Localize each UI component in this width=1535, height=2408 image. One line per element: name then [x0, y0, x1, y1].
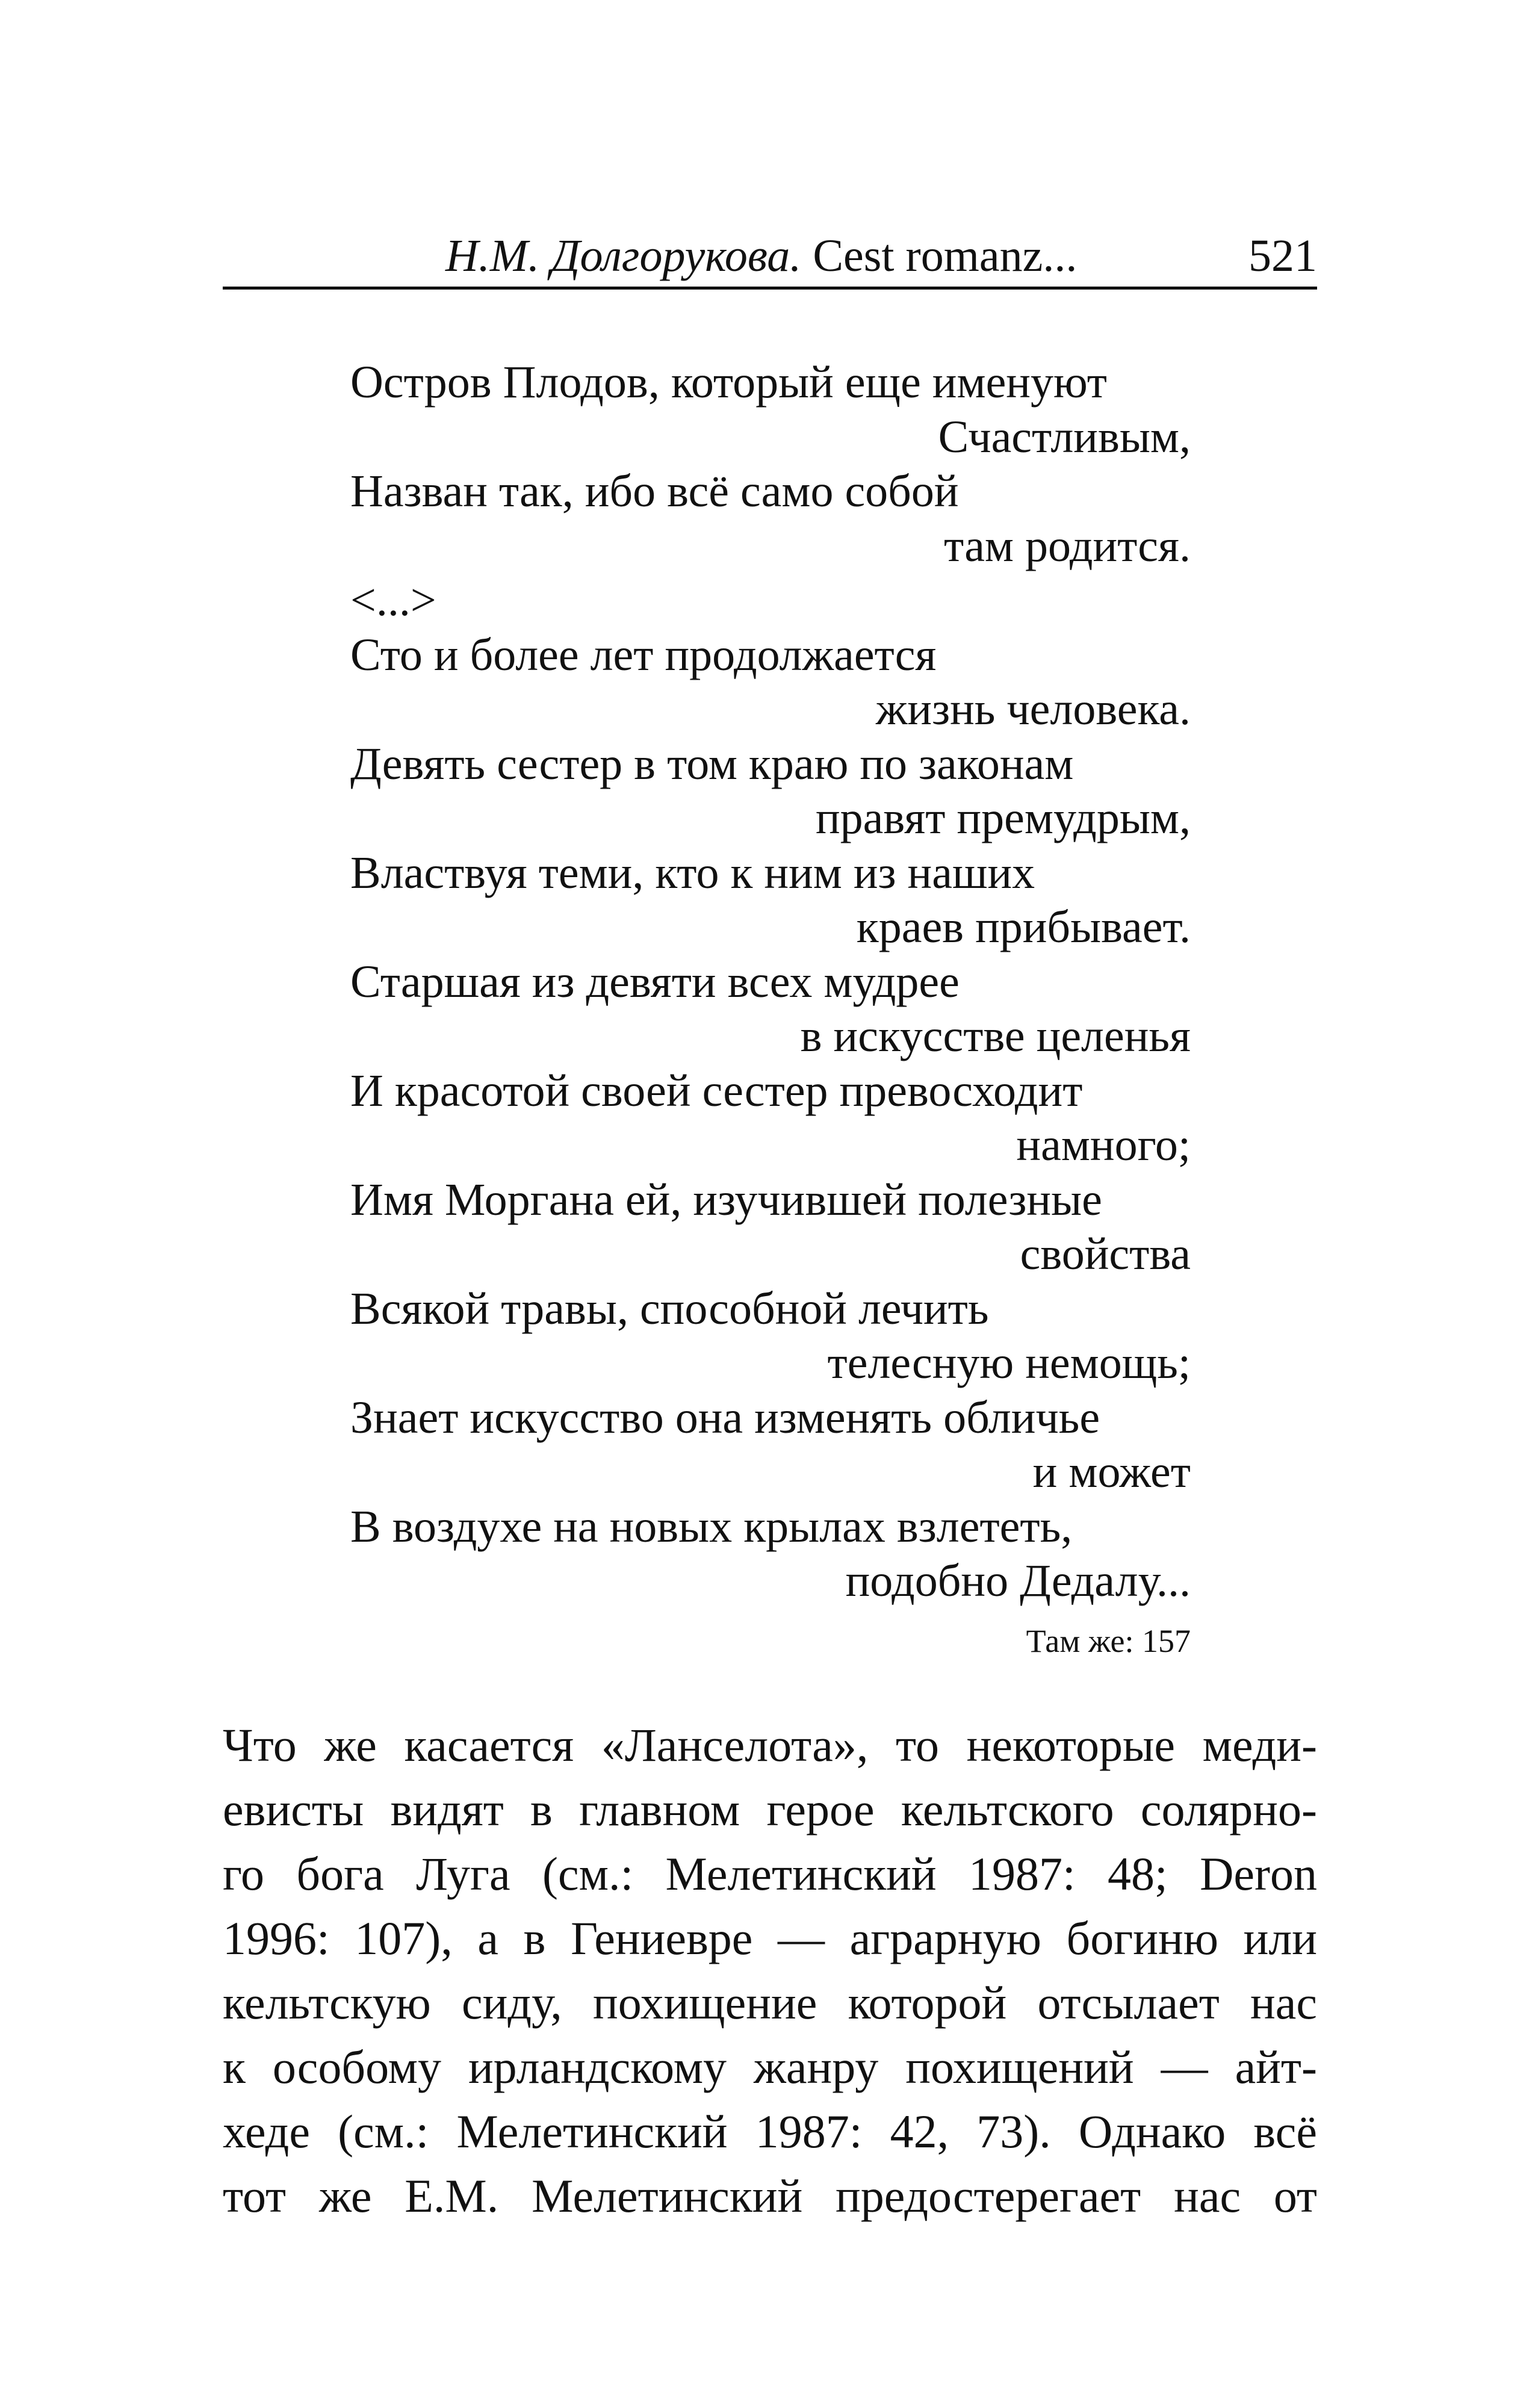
poem-line-continuation: и может [1032, 1447, 1191, 1497]
poem-line: Властвуя теми, кто к ним из наших [350, 847, 1035, 898]
page-number: 521 [1248, 231, 1317, 281]
poem-line-continuation: намного; [1016, 1120, 1191, 1170]
poem-line-continuation: в искусстве целенья [800, 1011, 1191, 1061]
poem-line: В воздухе на новых крылах взлететь, [350, 1501, 1073, 1552]
header-rule [223, 287, 1317, 290]
body-line: Что же касается «Ланселота», то некоторые меди- [223, 1719, 1317, 1771]
poem-line-continuation: краев прибывает. [856, 902, 1191, 952]
poem-line: Имя Моргана ей, изучившей полезные [350, 1174, 1102, 1225]
poem-line: <...> [350, 575, 436, 625]
body-line: кельтскую сиду, похищение которой отсылает нас [223, 1976, 1317, 2029]
poem-citation: Там же: 157 [1026, 1622, 1191, 1659]
poem-line-continuation: Счастливым, [938, 411, 1191, 462]
poem-quotation [350, 355, 1191, 1671]
poem-line-continuation: подобно Дедалу... [845, 1556, 1191, 1606]
poem-line: И красотой своей сестер превосходит [350, 1065, 1083, 1116]
poem-lines [350, 355, 1191, 1609]
body-line: тот же Е.М. Мелетинский предостерегает нас от [223, 2170, 1317, 2222]
header-title [445, 223, 1077, 289]
poem-line-continuation: там родится. [944, 520, 1191, 571]
header-author: Н.М. Долгорукова. [445, 231, 802, 281]
poem-line: Всякой травы, способной лечить [350, 1283, 989, 1334]
body-paragraph [223, 1713, 1317, 2228]
body-line: евисты видят в главном герое кельтского солярно- [223, 1783, 1317, 1835]
poem-line: Остров Плодов, который еще именуют [350, 357, 1107, 408]
poem-line: Знает искусство она изменять обличье [350, 1392, 1100, 1443]
body-line: хеде (см.: Мелетинский 1987: 42, 73). Однако всё [223, 2105, 1317, 2158]
poem-line: Старшая из девяти всех мудрее [350, 956, 960, 1007]
poem-line-continuation: свойства [1020, 1229, 1191, 1279]
body-line: го бога Луга (см.: Мелетинский 1987: 48; Deron [223, 1848, 1317, 1900]
header-work-title: Cest romanz... [813, 231, 1078, 281]
running-header [223, 223, 1317, 289]
poem-line: Назван так, ибо всё само собой [350, 466, 959, 517]
poem-line: Сто и более лет продолжается [350, 629, 937, 680]
poem-line-continuation: жизнь человека. [875, 684, 1191, 734]
poem-line-continuation: телесную немощь; [827, 1338, 1191, 1388]
body-line: 1996: 107), а в Гениевре — аграрную богиню или [223, 1912, 1317, 1964]
poem-line: Девять сестер в том краю по законам [350, 738, 1074, 789]
body-line: к особому ирландскому жанру похищений — айт- [223, 2041, 1317, 2093]
poem-line-continuation: правят премудрым, [816, 793, 1191, 843]
